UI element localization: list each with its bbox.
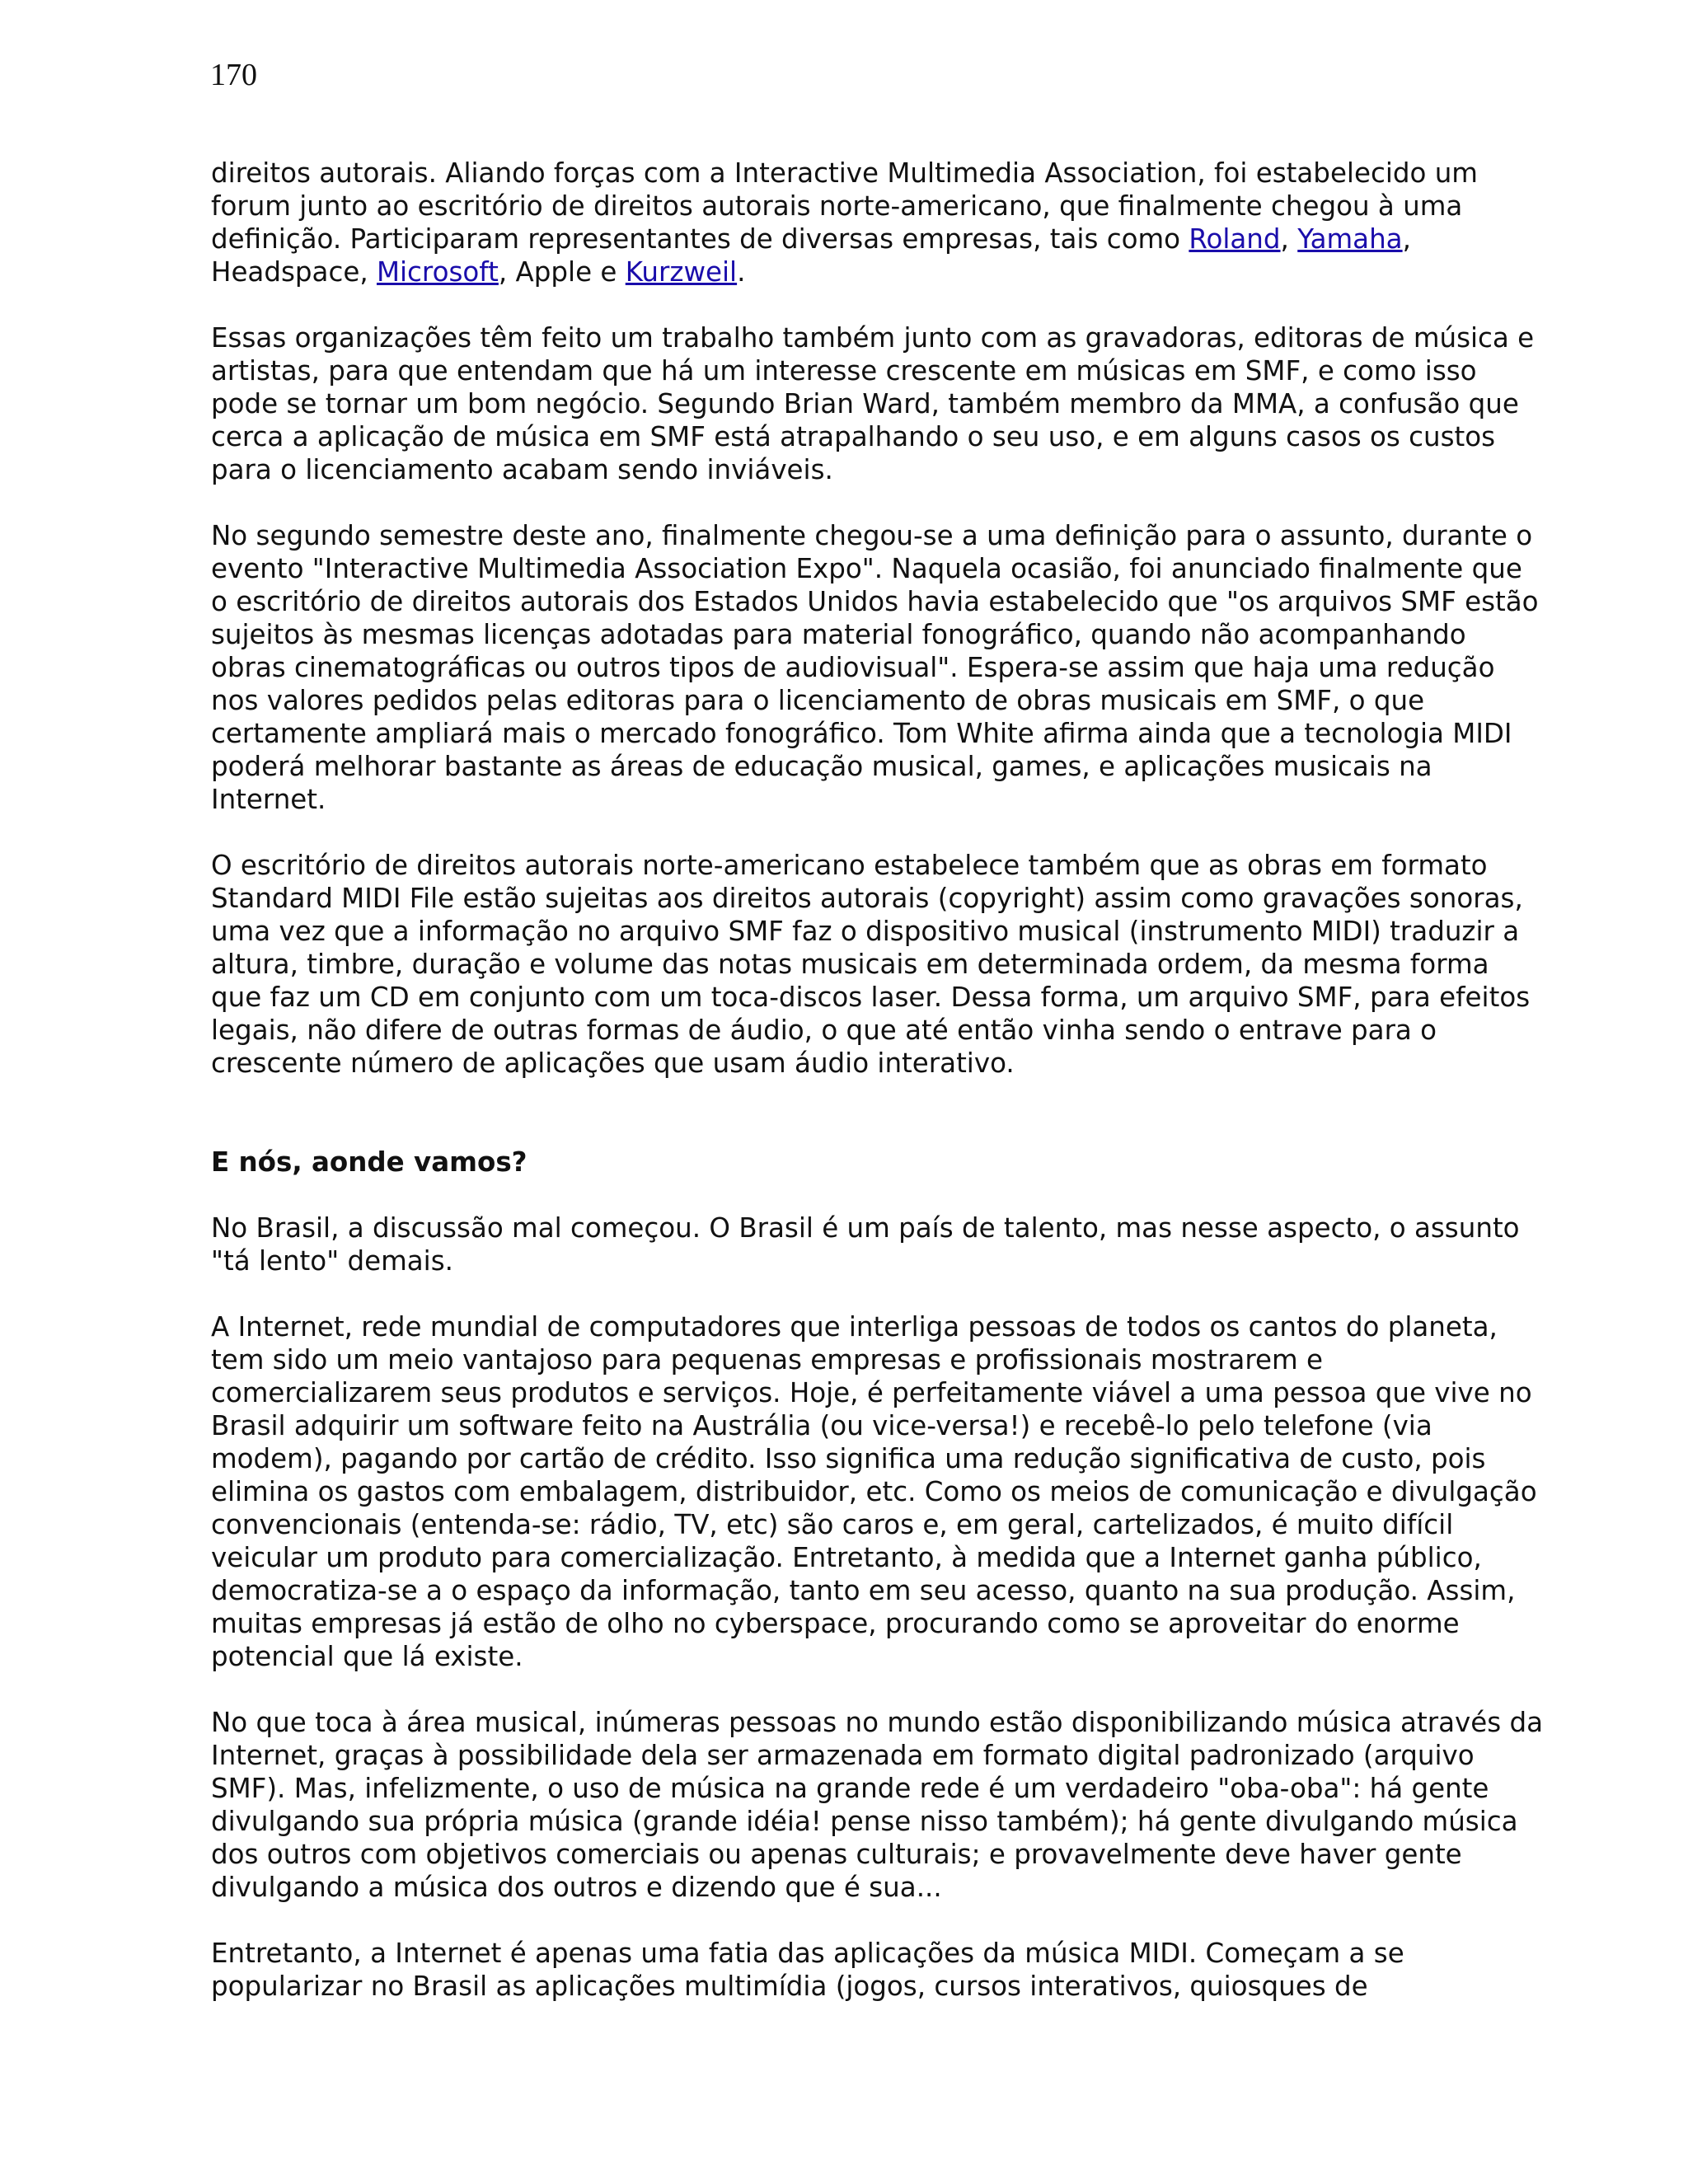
paragraph-1 (211, 157, 1546, 288)
link-roland[interactable]: Roland (1189, 223, 1281, 255)
paragraph-1-text-d: . (737, 256, 746, 288)
paragraph-8: Entretanto, a Internet é apenas uma fatia das aplicações da música MIDI. Começam a se popularizar no Brasil as aplicações multimídia (jogos, cursos interativos, quiosques de (211, 1938, 1404, 2002)
document-body (211, 157, 1546, 2003)
paragraph-1-separator: , (1280, 223, 1298, 255)
paragraph-4: O escritório de direitos autorais norte-americano estabelece também que as obras em formato Standard MIDI File estão sujeitas aos direitos autorais (copyright) assim como gravações sonoras, uma vez que a informação no arquivo SMF faz o dispositivo musical (instrumento MIDI) traduzir a altura, timbre, duração e volume das notas musicais em determinada ordem, da mesma forma que faz um CD em conjunto com um toca-discos laser. Dessa forma, um arquivo SMF, para efeitos legais, não difere de outras formas de áudio, o que até então vinha sendo o entrave para o crescente número de aplicações que usam áudio interativo. (211, 850, 1531, 1079)
paragraph-2: Essas organizações têm feito um trabalho também junto com as gravadoras, editoras de música e artistas, para que entendam que há um interesse crescente em músicas em SMF, e como isso pode se tornar um bom negócio. Segundo Brian Ward, também membro da MMA, a confusão que cerca a aplicação de música em SMF está atrapalhando o seu uso, e em alguns casos os custos para o licenciamento acabam sendo inviáveis. (211, 322, 1535, 485)
paragraph-1-text-a: direitos autorais. Aliando forças com a Interactive Multimedia Association, foi estabelecido um forum junto ao escritório de direitos autorais norte-americano, que finalmente chegou à uma definição. Participaram representantes de diversas empresas, tais como (211, 157, 1478, 255)
paragraph-7: No que toca à área musical, inúmeras pessoas no mundo estão disponibilizando música através da Internet, graças à possibilidade dela ser armazenada em formato digital padronizado (arquivo SMF). Mas, infelizmente, o uso de música na grande rede é um verdadeiro "oba-oba": há gente divulgando sua própria música (grande idéia! pense nisso também); há gente divulgando música dos outros com objetivos comerciais ou apenas culturais; e provavelmente deve haver gente divulgando a música dos outros e dizendo que é sua... (211, 1707, 1544, 1903)
section-heading: E nós, aonde vamos? (211, 1146, 528, 1178)
page-number: 170 (210, 58, 257, 92)
paragraph-6: A Internet, rede mundial de computadores que interliga pessoas de todos os cantos do planeta, tem sido um meio vantajoso para pequenas empresas e profissionais mostrarem e comercializarem seus produtos e serviços. Hoje, é perfeitamente viável a uma pessoa que vive no Brasil adquirir um software feito na Austrália (ou vice-versa!) e recebê-lo pelo telefone (via modem), pagando por cartão de crédito. Isso significa uma redução significativa de custo, pois elimina os gastos com embalagem, distribuidor, etc. Como os meios de comunicação e divulgação convencionais (entenda-se: rádio, TV, etc) são caros e, em geral, cartelizados, é muito difícil veicular um produto para comercialização. Entretanto, à medida que a Internet ganha público, democratiza-se a o espaço da informação, tanto em seu acesso, quanto na sua produção. Assim, muitas empresas já estão de olho no cyberspace, procurando como se aproveitar do enorme potencial que lá existe. (211, 1311, 1537, 1672)
link-kurzweil[interactable]: Kurzweil (625, 256, 738, 288)
link-yamaha[interactable]: Yamaha (1297, 223, 1403, 255)
link-microsoft[interactable]: Microsoft (376, 256, 499, 288)
paragraph-5: No Brasil, a discussão mal começou. O Brasil é um país de talento, mas nesse aspecto, o assunto "tá lento" demais. (211, 1212, 1520, 1277)
paragraph-1-text-c: , Apple e (498, 256, 626, 288)
paragraph-3: No segundo semestre deste ano, finalmente chegou-se a uma definição para o assunto, durante o evento "Interactive Multimedia Association Expo". Naquela ocasião, foi anunciado finalmente que o escritório de direitos autorais dos Estados Unidos havia estabelecido que "os arquivos SMF estão sujeitos às mesmas licenças adotadas para material fonográfico, quando não acompanhando obras cinematográficas ou outros tipos de audiovisual". Espera-se assim que haja uma redução nos valores pedidos pelas editoras para o licenciamento de obras musicais em SMF, o que certamente ampliará mais o mercado fonográfico. Tom White afirma ainda que a tecnologia MIDI poderá melhorar bastante as áreas de educação musical, games, e aplicações musicais na Internet. (211, 520, 1539, 815)
paragraph-1-text-b: , Headspace, (211, 223, 1411, 288)
